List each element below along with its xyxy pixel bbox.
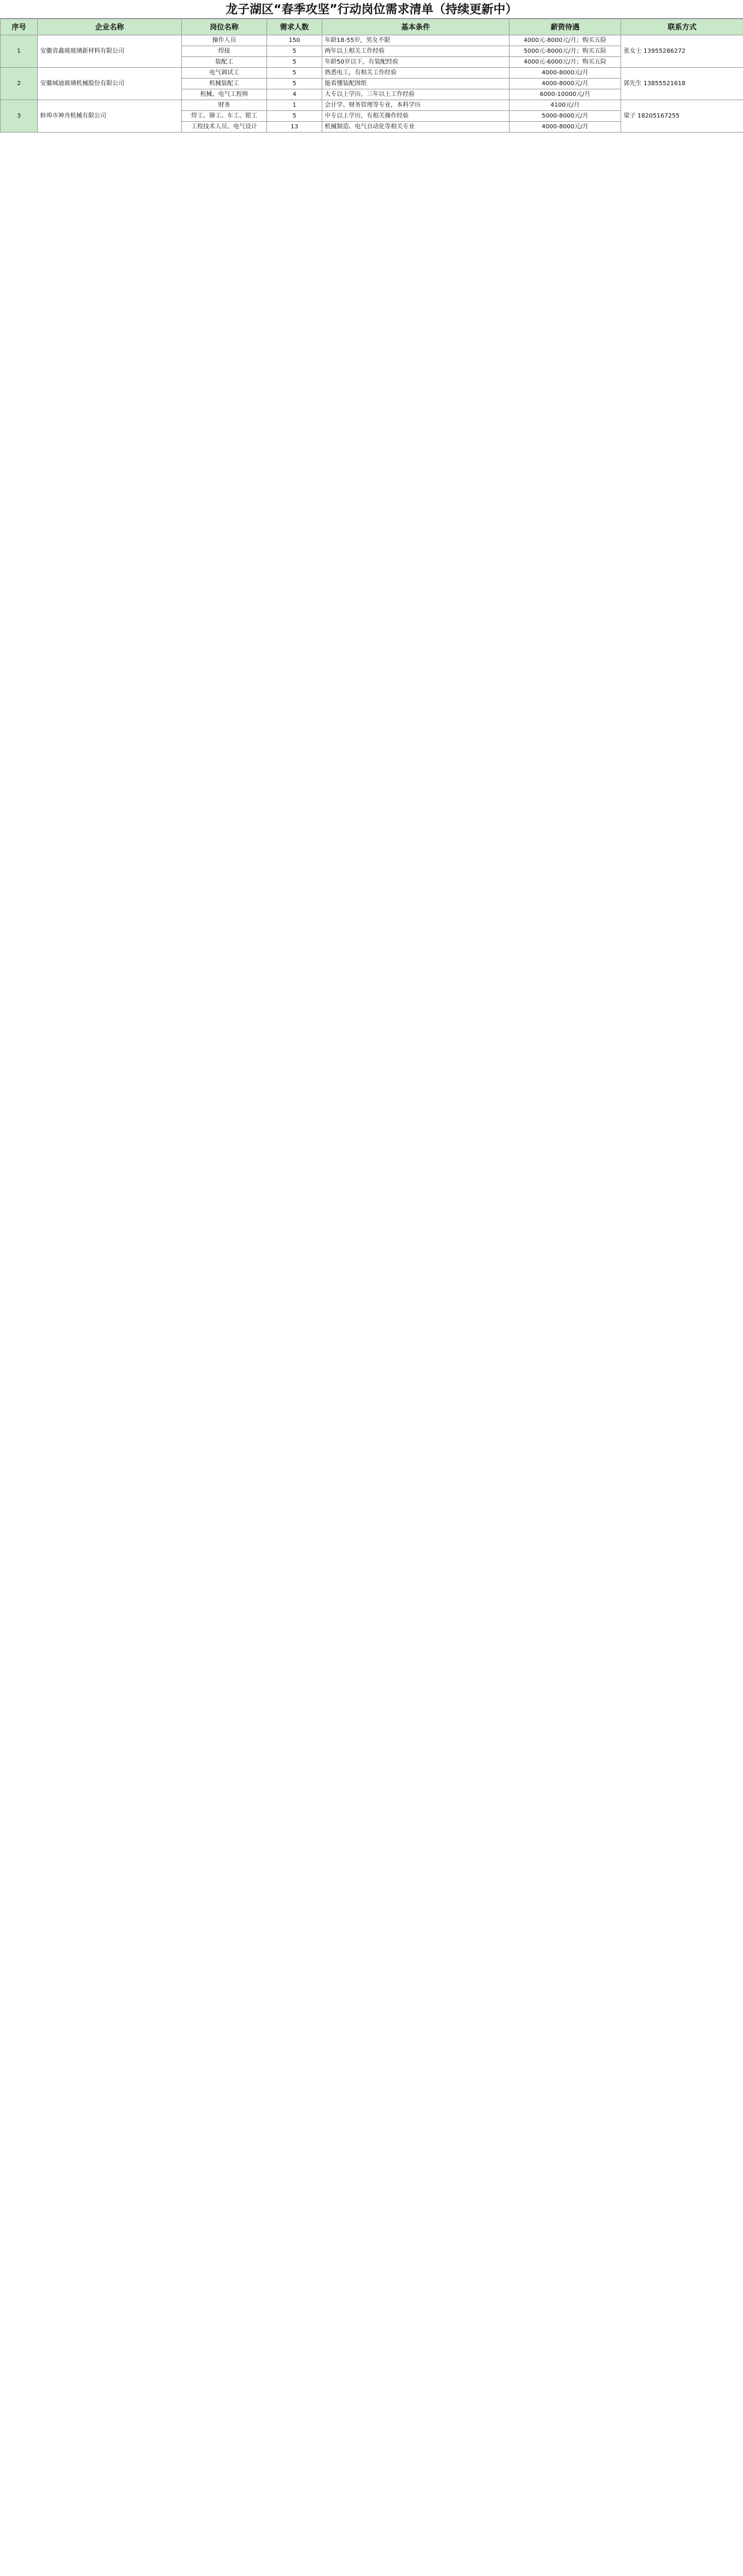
post-count: 5 xyxy=(267,111,322,122)
post-salary: 4000-8000元/月 xyxy=(510,68,621,79)
post-salary: 5000元-8000元/月；购买五险 xyxy=(510,46,621,57)
company-contact: 郭先生 13855521618 xyxy=(621,68,743,100)
post-salary: 4100元/月 xyxy=(510,100,621,111)
post-salary: 4000元-8000元/月；购买五险 xyxy=(510,35,621,46)
post-count: 1 xyxy=(267,100,322,111)
post-name: 焊接 xyxy=(182,46,267,57)
post-name: 焊工、铆工、车工、钳工 xyxy=(182,111,267,122)
header-salary: 薪资待遇 xyxy=(510,19,621,35)
post-conditions: 大专以上学历，三年以上工作经验 xyxy=(322,89,510,100)
post-salary: 4000元-6000元/月；购买五险 xyxy=(510,57,621,68)
header-conditions: 基本条件 xyxy=(322,19,510,35)
post-conditions: 年龄18-55岁，男女不限 xyxy=(322,35,510,46)
row-index: 2 xyxy=(1,68,38,100)
post-name: 电气调试工 xyxy=(182,68,267,79)
row-index: 1 xyxy=(1,35,38,68)
row-index: 3 xyxy=(1,100,38,133)
header-count: 需求人数 xyxy=(267,19,322,35)
header-row xyxy=(1,19,743,35)
post-conditions: 机械制造、电气自动化等相关专业 xyxy=(322,122,510,133)
post-conditions: 中专以上学历，有相关操作经验 xyxy=(322,111,510,122)
table-row xyxy=(1,35,743,46)
table-row xyxy=(1,68,743,79)
header-contact: 联系方式 xyxy=(621,19,743,35)
post-name: 财务 xyxy=(182,100,267,111)
post-conditions: 两年以上相关工作经验 xyxy=(322,46,510,57)
post-salary: 5000-8000元/月 xyxy=(510,111,621,122)
post-count: 4 xyxy=(267,89,322,100)
post-name: 装配工 xyxy=(182,57,267,68)
post-conditions: 会计学、财务管理等专业，本科学历 xyxy=(322,100,510,111)
post-salary: 6000-10000元/月 xyxy=(510,89,621,100)
post-conditions: 能看懂装配图纸 xyxy=(322,79,510,89)
post-count: 5 xyxy=(267,79,322,89)
post-count: 5 xyxy=(267,46,322,57)
company-name: 安徽城迪玻璃机械股份有限公司 xyxy=(38,68,182,100)
job-table-body xyxy=(1,35,743,133)
post-name: 操作人员 xyxy=(182,35,267,46)
post-salary: 4000-8000元/月 xyxy=(510,122,621,133)
page-title: 龙子湖区“春季攻坚”行动岗位需求清单（持续更新中） xyxy=(0,0,743,19)
post-salary: 4000-8000元/月 xyxy=(510,79,621,89)
post-name: 机械装配工 xyxy=(182,79,267,89)
post-name: 机械、电气工程师 xyxy=(182,89,267,100)
table-row xyxy=(1,100,743,111)
company-name: 蚌埠市神舟机械有限公司 xyxy=(38,100,182,133)
post-count: 5 xyxy=(267,57,322,68)
post-name: 工程技术人员、电气设计 xyxy=(182,122,267,133)
post-count: 150 xyxy=(267,35,322,46)
company-name: 安徽省鑫玻玻璃新材料有限公司 xyxy=(38,35,182,68)
job-table xyxy=(0,19,743,133)
job-list-sheet xyxy=(0,0,743,133)
post-count: 13 xyxy=(267,122,322,133)
company-contact: 梁子 18205167255 xyxy=(621,100,743,133)
company-contact: 张女士 13955286272 xyxy=(621,35,743,68)
post-count: 5 xyxy=(267,68,322,79)
header-company: 企业名称 xyxy=(38,19,182,35)
header-post: 岗位名称 xyxy=(182,19,267,35)
header-index: 序号 xyxy=(1,19,38,35)
post-conditions: 熟悉电工，有相关工作经验 xyxy=(322,68,510,79)
post-conditions: 年龄50岁以下，有装配经验 xyxy=(322,57,510,68)
